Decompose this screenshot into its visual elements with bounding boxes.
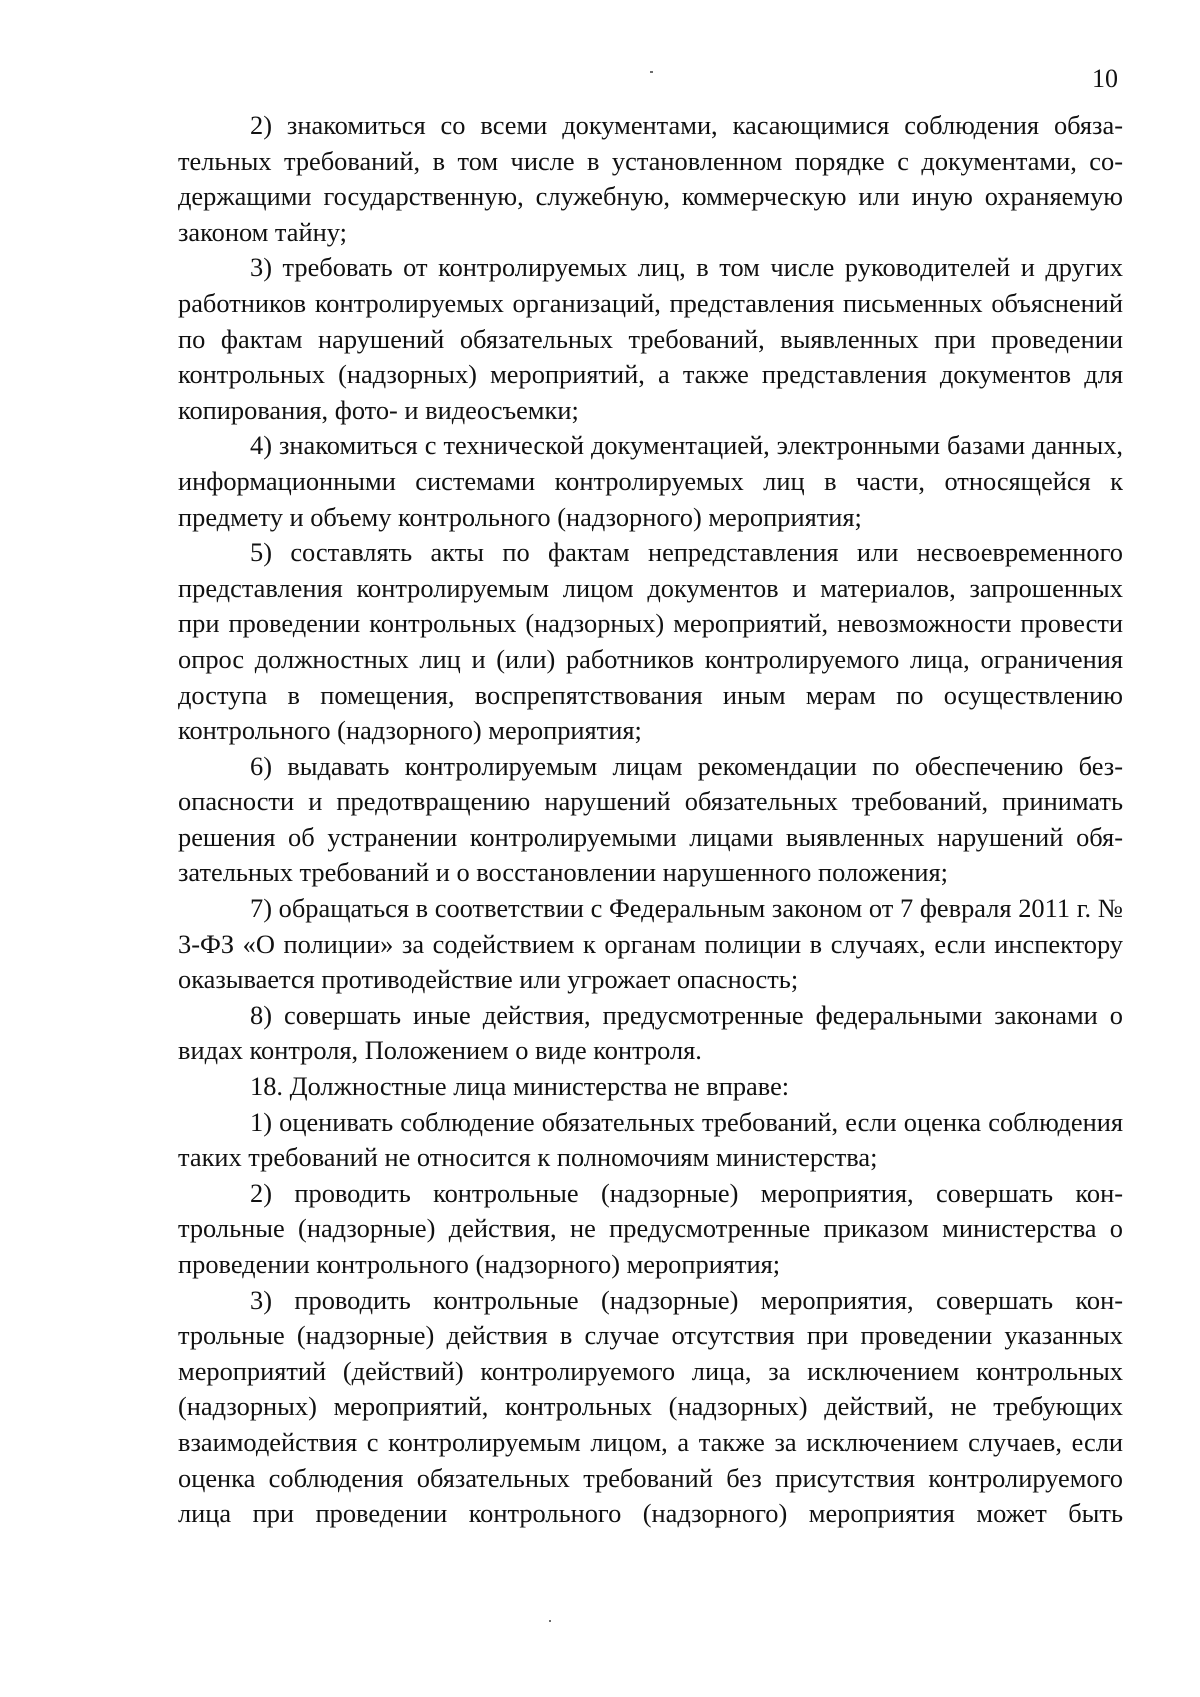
paragraph-item-4-technical-documentation: 4) знакомиться с технической документацией, электронными базами данных, информационными системами контролируемых лиц в части, относящейся к предмету и объему контрольного (надзорного) мероприятия;: [178, 430, 1123, 532]
paragraph-item-8-other-actions: 8) совершать иные действия, предусмотренные федеральными законами о видах контроля, Положением о виде контроля.: [178, 999, 1123, 1066]
scan-speck: [549, 1620, 551, 1622]
paragraph-section-18-heading: 18. Должностные лица министерства не вправе:: [250, 1071, 790, 1102]
paragraph-prohibition-3: 3) проводить контрольные (надзорные) мероприятия, совершать контрольные (надзорные) действия в случае отсутствия при проведении указанных мероприятий (действий) контролируемого лица, за исключением контрольных (надзорных) мероприятий, контрольных (надзорных) действий, не требующих взаимодействия с контролируемым лицом, а также за исключением случаев, если оценка соблюдения обязательных требований без присутствия контролируемого лица при проведении контрольного (надзорного) мероприятия может быть: [178, 1284, 1123, 1529]
document-body: [178, 108, 1123, 1532]
page-number: 10: [1092, 64, 1118, 93]
paragraph-prohibition-2: 2) проводить контрольные (надзорные) мероприятия, совершать контрольные (надзорные) действия, не предусмотренные приказом министерства о проведении контрольного (надзорного) мероприятия;: [178, 1177, 1123, 1279]
paragraph-item-7-police-assistance: 7) обращаться в соответствии с Федеральным законом от 7 февраля 2011 г. № 3-ФЗ «О полиции» за содействием к органам полиции в случаях, если инспектору оказывается противодействие или угрожает опасность;: [178, 893, 1123, 995]
paragraph-item-3-require-explanations: 3) требовать от контролируемых лиц, в том числе руководителей и других работников контролируемых организаций, представления письменных объяснений по фактам нарушений обязательных требований, выявленных при проведении контрольных (надзорных) мероприятий, а также представления документов для копирования, фото- и видеосъемки;: [178, 252, 1123, 425]
paragraph-item-2-familiarize-documents: 2) знакомиться со всеми документами, касающимися соблюдения обязательных требований, в том числе в установленном порядке с документами, содержащими государственную, служебную, коммерческую или иную охраняемую законом тайну;: [178, 110, 1123, 247]
paragraph-item-6-issue-recommendations: 6) выдавать контролируемым лицам рекомендации по обеспечению безопасности и предотвращению нарушений обязательных требований, принимать решения об устранении контролируемыми лицами выявленных нарушений обязательных требований и о восстановлении нарушенного положения;: [178, 750, 1123, 888]
scan-speck: [650, 71, 653, 73]
paragraph-item-5-draw-up-acts: 5) составлять акты по фактам непредставления или несвоевременного представления контролируемым лицом документов и материалов, запрошенных при проведении контрольных (надзорных) мероприятий, невозможности провести опрос должностных лиц и (или) работников контролируемого лица, ограничения доступа в помещения, воспрепятствования иным мерам по осуществлению контрольного (надзорного) мероприятия;: [178, 537, 1123, 746]
paragraph-prohibition-1: 1) оценивать соблюдение обязательных требований, если оценка соблюдения таких требований не относится к полномочиям министерства;: [178, 1106, 1123, 1173]
